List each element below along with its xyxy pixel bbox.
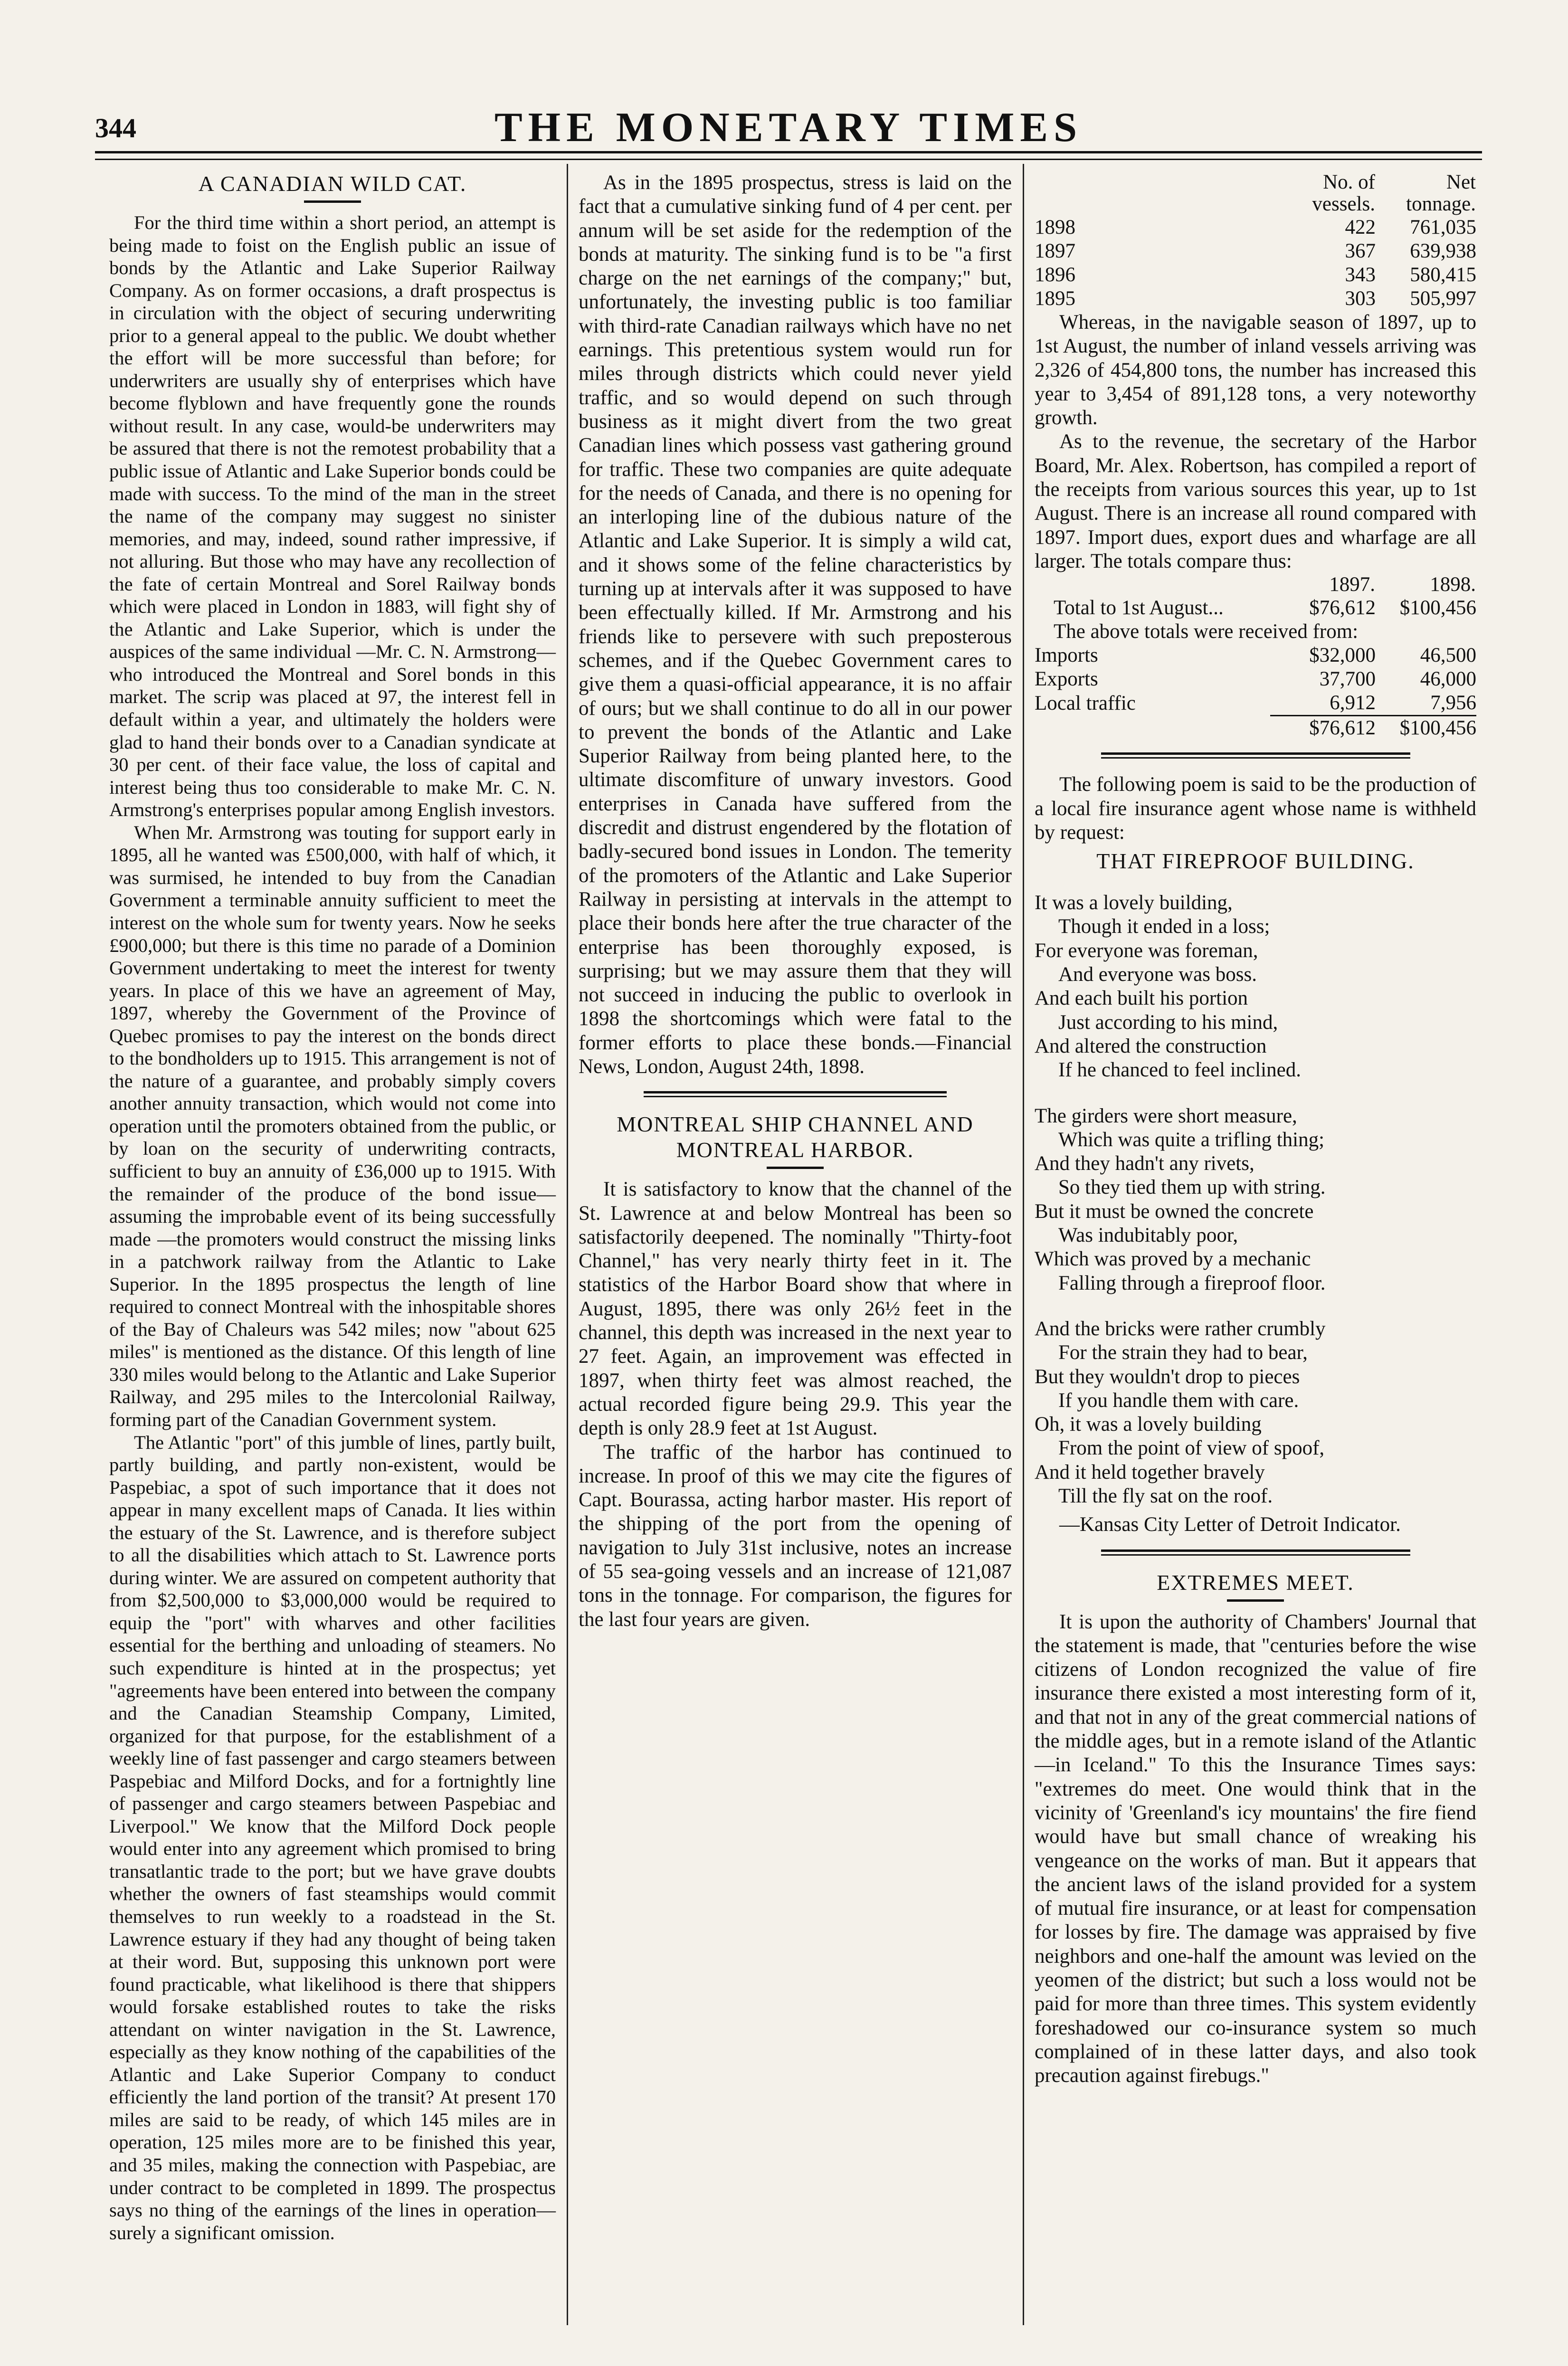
poem xyxy=(1035,891,1476,1508)
poem-stanza-1 xyxy=(1035,891,1476,1082)
poem-line: Falling through a fireproof floor. xyxy=(1058,1272,1326,1294)
article1-paragraph-4: As in the 1895 prospectus, stress is laid on the fact that a cumulative sinking fund of 4 per cent. per annum will be set aside for the redemption of the bonds at maturity. The sinking fund is to be "a first charge on the net earnings of the company;" but, unfortunately, the investing public is too familiar with third-rate Canadian railways which have no net earnings. This pretentious system would run for miles through districts which could never yield traffic, and so would depend on such through business as it might divert from the two great Canadian lines which possess vast gathering ground for traffic. These two companies are quite adequate for the needs of Canada, and there is no opening for an interloping line of the dubious nature of the Atlantic and Lake Superior. It is simply a wild cat, and it shows some of the feline characteristics by turning up at intervals after it was supposed to have been effectually killed. If Mr. Armstrong and his friends like to persevere with such preposterous schemes, and if the Quebec Government cares to give them a quasi-official appearance, it is no affair of ours; but we shall continue to do all in our power to prevent the bonds of the Atlantic and Lake Superior Railway from being planted here, to the ultimate discomfiture of unwary investors. Good enterprises in Canada have suffered from the discredit and distrust engendered by the flotation of badly-secured bond issues in London. The temerity of the promoters of the Atlantic and Lake Superior Railway in persisting at intervals in the attempt to place their bonds here after the true character of the enterprise has been thoroughly exposed, is surprising; but we may assure them that they will not succeed in inducing the public to overlook in 1898 the shortcomings which were fatal to the former efforts to place these bonds.—Financial News, London, August 24th, 1898. xyxy=(579,171,1012,1078)
poem-line: So they tied them up with string. xyxy=(1058,1176,1326,1199)
revenue-1897-cell: 37,700 xyxy=(1319,668,1376,691)
vessels-cell: 422 xyxy=(1345,216,1376,238)
total-1897: $76,612 xyxy=(1309,597,1376,619)
poem-line: Till the fly sat on the roof. xyxy=(1058,1484,1273,1507)
year-cell: 1895 xyxy=(1035,287,1075,310)
article1-paragraph-1: For the third time within a short period, an attempt is being made to foist on the English public an issue of bonds by the Atlantic and Lake Superior Railway Company. As on former occasions, a draft prospectus is in circulation with the object of securing underwriting prior to a general appeal to the public. We doubt whether the effort will be more successful than before; for underwriters are usually shy of enterprises which have become flyblown and have frequently gone the rounds without result. In any case, would-be underwriters may be assured that there is not the remotest probability that a public issue of Atlantic and Lake Superior bonds could be made with success. To the mind of the man in the street the name of the company may suggest no sinister memories, and may, indeed, sound rather impressive, if not alluring. But those who may have any recollection of the fate of certain Montreal and Sorel Railway bonds which were placed in London in 1883, will fight shy of the Atlantic and Lake Superior, which is under the auspices of the same individual —Mr. C. N. Armstrong—who introduced the Montreal and Sorel bonds in this market. The scrip was placed at 97, the interest fell in default within a year, and ultimately the holders were glad to hand their bonds over to a Canadian syndicate at 30 per cent. of their face value, the loss of capital and interest being thus too considerable to make Mr. C. N. Armstrong's enterprises popular among English investors. xyxy=(109,212,556,821)
revenue-1898-header: 1898. xyxy=(1430,573,1476,596)
revenue-label-cell: Local traffic xyxy=(1035,692,1136,715)
revenue-1897-header: 1897. xyxy=(1329,573,1375,596)
table-row xyxy=(1035,263,1476,287)
article1-paragraph-2: When Mr. Armstrong was touting for support early in 1895, all he wanted was £500,000, with half of which, it was surmised, he intended to buy from the Canadian Government a terminable annuity sufficient to meet the interest on the whole sum for twenty years. Now he seeks £900,000; but there is this time no parade of a Dominion Government undertaking to meet the interest for twenty years. In place of this we have an agreement of May, 1897, whereby the Government of the Province of Quebec promises to pay the interest on the bonds direct to the bondholders up to 1915. This arrangement is not of the nature of a guarantee, and probably simply covers another annuity transaction, which would not come into operation until the promoters obtained from the public, or by loan on the security of underwriting contracts, sufficient to buy an annuity of £36,000 up to 1915. With the remainder of the produce of the bond issue—assuming the improbable event of its being successfully made —the promoters would construct the missing links in a patchwork railway from the Atlantic to Lake Superior. In the 1895 prospectus the length of line required to connect Montreal with the inhospitable shores of the Bay of Chaleurs was 542 miles; now "about 625 miles" is mentioned as the distance. Of this length of line 330 miles would belong to the Atlantic and Lake Superior Railway, and 295 miles to the Intercolonial Railway, forming part of the Canadian Government system. xyxy=(109,821,556,1430)
table-row xyxy=(1035,216,1476,239)
section-divider xyxy=(644,1091,947,1097)
table-row xyxy=(1035,644,1476,667)
poem-line: For everyone was foreman, xyxy=(1035,939,1258,962)
vessels-column-header: No. of vessels. xyxy=(1312,171,1375,215)
year-cell: 1896 xyxy=(1035,264,1075,286)
column-1 xyxy=(109,171,556,2244)
poem-line: Though it ended in a loss; xyxy=(1058,915,1270,938)
table-row xyxy=(1035,716,1476,741)
year-cell: 1898 xyxy=(1035,216,1075,238)
article-title-wild-cat: A CANADIAN WILD CAT. xyxy=(198,171,467,196)
total-1898: $100,456 xyxy=(1399,597,1476,619)
article2-paragraph-1: It is satisfactory to know that the channel of the St. Lawrence at and below Montreal has been so satisfactorily deepened. The nominally "Thirty-foot Channel," has very nearly thirty feet in it. The statistics of the Harbor Board show that where in August, 1895, there was only 26½ feet in the channel, this depth was increased in the next year to 27 feet. Again, an improvement was effected in 1897, when thirty feet was almost reached, the actual recorded figure being 29.9. This year the depth is only 28.9 feet at 1st August. xyxy=(579,1178,1012,1440)
title-rule xyxy=(767,1167,824,1169)
poem-line: The girders were short measure, xyxy=(1035,1104,1297,1127)
section-divider xyxy=(1101,752,1410,759)
column-divider-1 xyxy=(567,164,568,2325)
article2-paragraph-2: The traffic of the harbor has continued to increase. In proof of this we may cite the figures of Capt. Bourassa, acting harbor master. His report of the shipping of the port from the opening of navigation to July 31st inclusive, notes an increase of 55 sea-going vessels and an increase of 121,087 tons in the tonnage. For comparison, the figures for the last four years are given. xyxy=(579,1441,1012,1631)
poem-intro: The following poem is said to be the production of a local fire insurance agent whose name is withheld by request: xyxy=(1035,773,1476,844)
ship-channel-title-line-2: MONTREAL HARBOR. xyxy=(676,1138,914,1162)
tonnage-cell: 505,997 xyxy=(1410,287,1476,310)
revenue-label-cell: Imports xyxy=(1035,644,1098,667)
masthead: THE MONETARY TIMES xyxy=(494,105,1083,151)
poem-line: And altered the construction xyxy=(1035,1035,1267,1057)
above-totals-label: The above totals were received from: xyxy=(1054,620,1359,643)
poem-line: And it held together bravely xyxy=(1035,1461,1265,1483)
poem-line: Which was proved by a mechanic xyxy=(1035,1248,1311,1271)
revenue-1898-cell: 46,500 xyxy=(1420,644,1476,667)
article3-paragraph: It is upon the authority of Chambers' Journal that the statement is made, that "centuries before the wise citizens of London recognized the value of fire insurance there existed a most interesting form of it, and that not in any of the great commercial nations of the middle ages, but in a remote island of the Atlantic—in Iceland." To this the Insurance Times says: "extremes do meet. One would think that in the vicinity of 'Greenland's icy mountains' the fire fiend would have but small chance of wreaking his vengeance on the works of man. But it appears that the ancient laws of the island provided for a system of mutual fire insurance, or at least for compensation for losses by fire. The damage was appraised by five neighbors and one-half the amount was levied on the yeomen of the district; but such a loss would not be paid for more than three times. This system evidently foreshadowed our co-insurance system so much complained of in these latter days, and also took precaution against firebugs." xyxy=(1035,1610,1476,2087)
column-divider-2 xyxy=(1023,164,1024,2325)
tonnage-cell: 580,415 xyxy=(1410,264,1476,286)
poem-stanza-3 xyxy=(1035,1317,1476,1508)
table-row xyxy=(1035,620,1476,644)
poem-line: But it must be owned the concrete xyxy=(1035,1200,1314,1223)
article1-paragraph-3: The Atlantic "port" of this jumble of lines, partly built, partly building, and partly non-existent, would be Paspebiac, a spot of such importance that it does not appear in many excellent maps of Canada. It lies within the estuary of the St. Lawrence, and is therefore subject to all the disabilities which attach to St. Lawrence ports during winter. We are assured on competent authority that from $2,500,000 to $3,000,000 would be required to equip the "port" with wharves and other facilities essential for the berthing and unloading of steamers. No such expenditure is hinted at in the prospectus; yet "agreements have been entered into between the company and the Canadian Steamship Company, Limited, organized for that purpose, for the establishment of a weekly line of fast passenger and cargo steamers between Paspebiac and Milford Docks, and for a fortnightly line of passenger and cargo steamers between Paspebiac and Liverpool." We know that the Milford Dock people would enter into any agreement which promised to bring transatlantic trade to the port; but we have grave doubts whether the owners of fast steamships would commit themselves to run weekly to a roadstead in the St. Lawrence estuary if they had any thought of being taken at their word. But, supposing this unknown port were found practicable, what likelihood is there that shippers would forsake established routes to take the risks attendant on winter navigation in the St. Lawrence, especially as they know nothing of the capabilities of the Atlantic and Lake Superior Company to conduct efficiently the land portion of the transit? At present 170 miles are said to be ready, of which 145 miles are in operation, 125 miles more are to be finished this year, and 35 miles, making the connection with Paspebiac, are under contract to be completed in 1899. The prospectus says no thing of the earnings of the lines in operation—surely a significant omission. xyxy=(109,1431,556,2243)
revenue-1897-cell: 6,912 xyxy=(1330,692,1376,714)
table-row xyxy=(1035,667,1476,691)
poem-line: And the bricks were rather crumbly xyxy=(1035,1317,1326,1340)
revenue-table xyxy=(1035,573,1476,740)
revenue-1897-cell: $32,000 xyxy=(1309,644,1376,667)
revenue-1898-cell: 46,000 xyxy=(1420,668,1476,691)
tonnage-cell: 639,938 xyxy=(1410,240,1476,262)
poem-title: THAT FIREPROOF BUILDING. xyxy=(1096,849,1415,874)
ship-channel-title-line-1: MONTREAL SHIP CHANNEL AND xyxy=(617,1112,974,1137)
article-title-ship-channel xyxy=(579,1112,1012,1163)
poem-line: For the strain they had to bear, xyxy=(1058,1341,1308,1364)
table-row xyxy=(1035,596,1476,620)
poem-stanza-2 xyxy=(1035,1104,1476,1295)
table-row xyxy=(1035,287,1476,311)
poem-line: It was a lovely building, xyxy=(1035,892,1233,914)
poem-line: If you handle them with care. xyxy=(1058,1389,1299,1412)
year-cell: 1897 xyxy=(1035,240,1075,262)
poem-line: And each built his portion xyxy=(1035,987,1248,1010)
poem-line: Which was quite a trifling thing; xyxy=(1058,1128,1325,1151)
poem-line: If he chanced to feel inclined. xyxy=(1058,1059,1301,1082)
column-3 xyxy=(1035,171,1476,2088)
vessels-cell: 367 xyxy=(1345,240,1376,262)
tonnage-column-header: Net tonnage. xyxy=(1406,171,1476,215)
poem-line: Just according to his mind, xyxy=(1058,1011,1278,1034)
column-2 xyxy=(579,171,1012,1632)
total-label: Total to 1st August... xyxy=(1054,597,1224,619)
page-number: 344 xyxy=(95,113,136,143)
poem-line: But they wouldn't drop to pieces xyxy=(1035,1365,1300,1388)
vessels-cell: 343 xyxy=(1345,264,1376,286)
header-rule-thin xyxy=(95,159,1482,160)
poem-line: Was indubitably poor, xyxy=(1058,1224,1238,1247)
page-header xyxy=(95,104,1482,151)
vessels-cell: 303 xyxy=(1345,287,1376,310)
article2-paragraph-4: As to the revenue, the secretary of the Harbor Board, Mr. Alex. Robertson, has compiled a report of the receipts from various sources this year, up to 1st August. There is an increase all round compared with 1897. Import dues, export dues and wharfage are all larger. The totals compare thus: xyxy=(1035,430,1476,572)
table-row xyxy=(1035,691,1476,716)
poem-line: And they hadn't any rivets, xyxy=(1035,1152,1254,1175)
sum-1897: $76,612 xyxy=(1270,716,1376,741)
revenue-label-cell: Exports xyxy=(1035,668,1098,691)
poem-line: And everyone was boss. xyxy=(1058,963,1257,986)
title-rule xyxy=(304,200,361,203)
poem-line: Oh, it was a lovely building xyxy=(1035,1413,1262,1436)
sum-1898: $100,456 xyxy=(1376,716,1476,741)
header-rule xyxy=(95,151,1482,153)
section-divider xyxy=(1101,1549,1410,1556)
tonnage-cell: 761,035 xyxy=(1410,216,1476,238)
article2-paragraph-3: Whereas, in the navigable season of 1897, up to 1st August, the number of inland vessels arriving was 2,326 of 454,800 tons, the number has increased this year to 3,454 of 891,128 tons, a very noteworthy growth. xyxy=(1035,311,1476,429)
revenue-1898-cell: 7,956 xyxy=(1430,692,1476,714)
poem-source: —Kansas City Letter of Detroit Indicator. xyxy=(1059,1513,1401,1536)
article-title-extremes-meet: EXTREMES MEET. xyxy=(1157,1570,1354,1595)
table-row xyxy=(1035,239,1476,263)
vessels-table xyxy=(1035,171,1476,311)
poem-line: From the point of view of spoof, xyxy=(1058,1437,1325,1460)
title-rule xyxy=(1227,1599,1284,1602)
